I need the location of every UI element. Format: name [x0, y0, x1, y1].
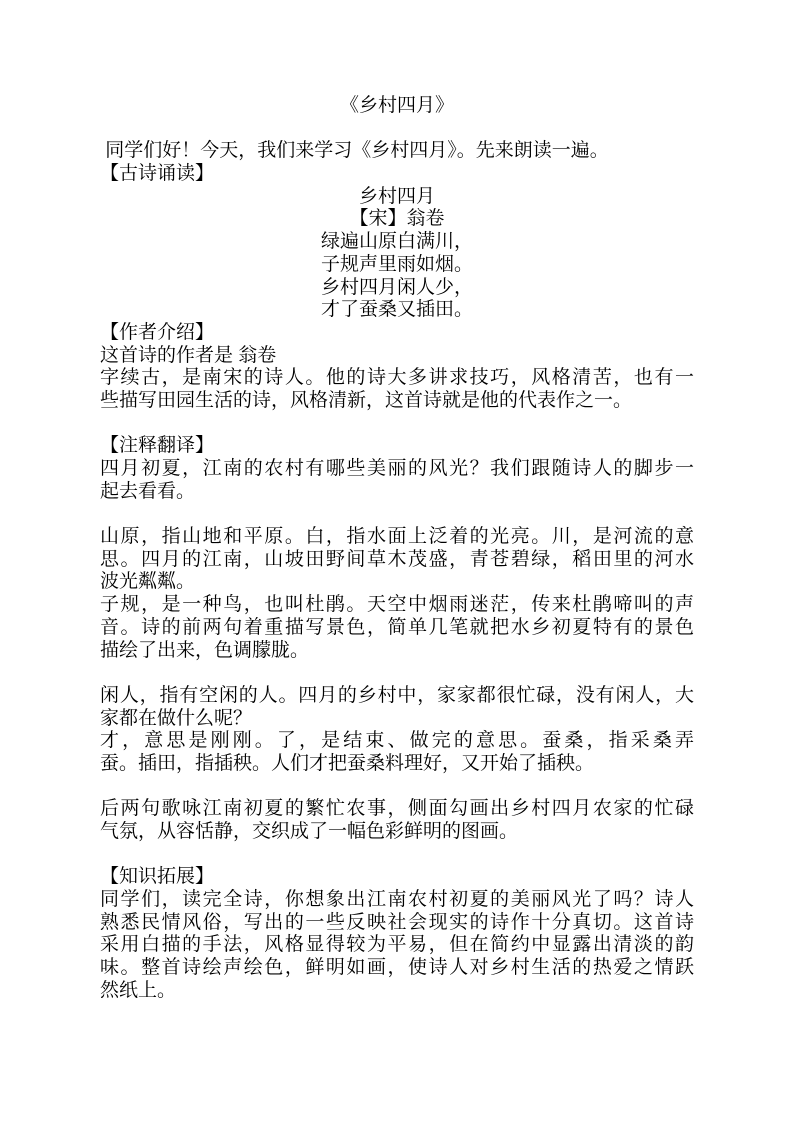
- knowledge-header: 【知识拓展】: [100, 866, 215, 888]
- blank-line: [100, 118, 694, 141]
- document-title: 《乡村四月》: [339, 95, 454, 116]
- recitation-header: 【古诗诵读】: [100, 163, 215, 185]
- blank-line: [100, 662, 694, 685]
- notes-paragraph-line: 音。诗的前两句着重描写景色，简单几笔就把水乡初夏特有的景色: [100, 616, 694, 638]
- author-intro-line: 这首诗的作者是 翁卷: [100, 344, 277, 366]
- notes-paragraph-line: 描绘了出来，色调朦胧。: [100, 639, 310, 661]
- notes-paragraph-line: 家都在做什么呢？: [100, 707, 253, 729]
- notes-paragraph-line: 起去看看。: [100, 480, 196, 502]
- notes-paragraph-line: 后两句歌咏江南初夏的繁忙农事，侧面勾画出乡村四月农家的忙碌: [100, 798, 694, 820]
- poem-title: 乡村四月: [358, 185, 435, 207]
- notes-paragraph-line: 才，意思是刚刚。了，是结束、做完的意思。蚕桑，指采桑弄: [100, 730, 694, 752]
- notes-paragraph-line: 子规，是一种鸟，也叫杜鹃。天空中烟雨迷茫，传来杜鹃啼叫的声: [100, 594, 694, 616]
- knowledge-paragraph-line: 同学们，读完全诗，你想象出江南农村初夏的美丽风光了吗？诗人: [100, 889, 694, 911]
- author-intro-header: 【作者介绍】: [100, 321, 215, 343]
- poem-verse-line: 绿遍山原白满川，: [320, 231, 473, 253]
- blank-line: [100, 776, 694, 799]
- notes-paragraph-line: 波光粼粼。: [100, 571, 196, 593]
- knowledge-paragraph-line: 熟悉民情风俗，写出的一些反映社会现实的诗作十分真切。这首诗: [100, 911, 694, 933]
- blank-line: [100, 844, 694, 867]
- knowledge-paragraph-line: 味。整首诗绘声绘色，鲜明如画，使诗人对乡村生活的热爱之情跃: [100, 957, 694, 979]
- notes-paragraph-line: 闲人，指有空闲的人。四月的乡村中，家家都很忙碌，没有闲人，大: [100, 684, 694, 706]
- poem-author: 【宋】翁卷: [349, 208, 445, 230]
- greeting-text: 同学们好！今天，我们来学习《乡村四月》。先来朗读一遍。: [100, 140, 609, 162]
- notes-paragraph-line: 四月初夏，江南的农村有哪些美丽的风光？我们跟随诗人的脚步一: [100, 458, 694, 479]
- notes-paragraph-line: 蚕。插田，指插秧。人们才把蚕桑料理好，又开始了插秧。: [100, 752, 595, 774]
- document-content: [100, 95, 694, 1003]
- poem-verse-line: 乡村四月闲人少，: [320, 276, 473, 298]
- blank-line: [100, 413, 694, 436]
- knowledge-paragraph-line: 然纸上。: [100, 979, 177, 1001]
- poem-verse-line: 子规声里雨如烟。: [320, 253, 473, 275]
- notes-header: 【注释翻译】: [100, 435, 215, 457]
- author-intro-line: 些描写田园生活的诗，风格清新，这首诗就是他的代表作之一。: [100, 389, 633, 411]
- author-intro-line: 字续古，是南宋的诗人。他的诗大多讲求技巧，风格清苦，也有一: [100, 367, 694, 389]
- notes-paragraph-line: 气氛，从容恬静，交织成了一幅色彩鲜明的图画。: [100, 821, 519, 842]
- notes-paragraph-line: 思。四月的江南，山坡田野间草木茂盛，青苍碧绿，稻田里的河水: [100, 548, 694, 570]
- poem-verse-line: 才了蚕桑又插田。: [320, 299, 473, 321]
- blank-line: [100, 503, 694, 526]
- knowledge-paragraph-line: 采用白描的手法，风格显得较为平易，但在简约中显露出清淡的韵: [100, 934, 694, 956]
- notes-paragraph-line: 山原，指山地和平原。白，指水面上泛着的光亮。川，是河流的意: [100, 526, 694, 548]
